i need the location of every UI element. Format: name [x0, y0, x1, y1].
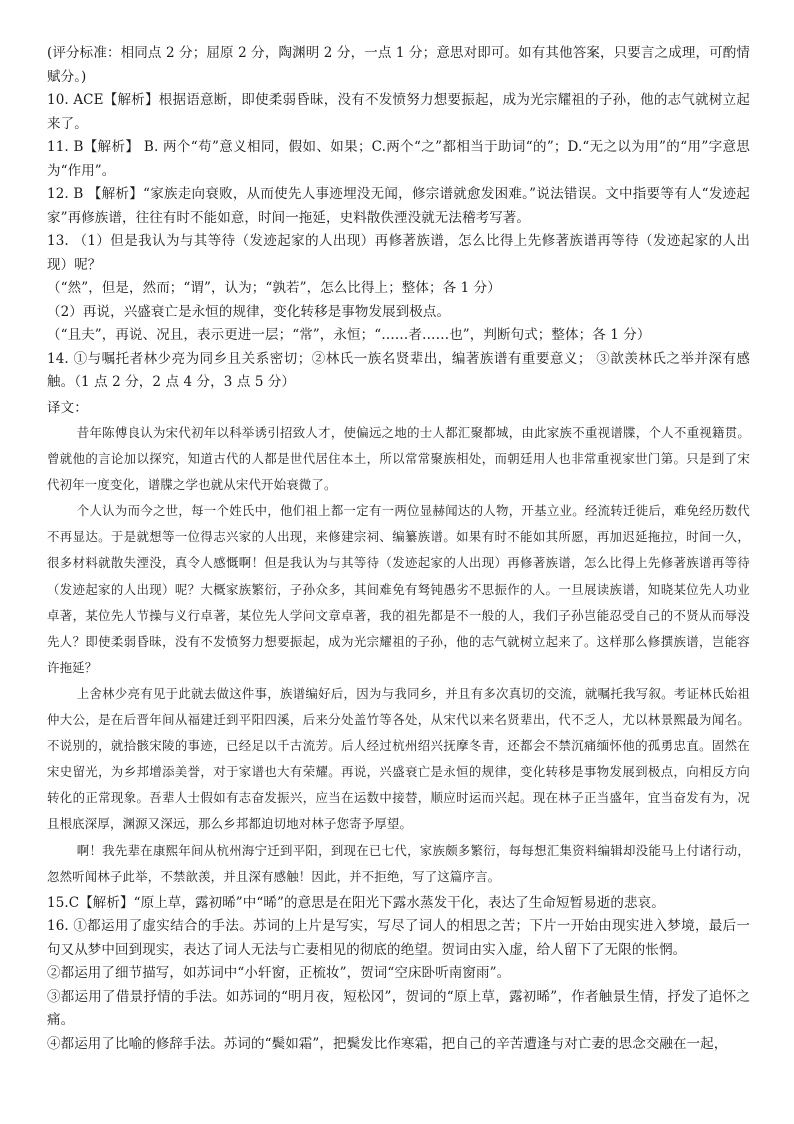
translation-paragraph-1: 昔年陈傅良认为宋代初年以科举诱引招致人才，使偏远之地的士人都汇聚都城，由此家族不重视谱牒，个人不重视籍贯。曾就他的言论加以探究，知道古代的人都是世代居住本土，所以常常聚族相处，而朝廷用人也非常重视家世门第。只是到了宋代初年一度变化，谱牒之学也就从宋代开始衰微了。	[47, 425, 750, 493]
answer-12: 12. B 【解析】“家族走向衰败，从而使先人事迹埋没无闻，修宗谱就愈发困难。”说法错误。文中指要等有人“发迹起家”再修族谱，往往有时不能如意，时间一拖延，史料散佚湮没就无法稽考写著。	[47, 186, 750, 226]
answer-13-part-2: （2）再说，兴盛衰亡是永恒的规律，变化转移是事物发展到极点。	[47, 303, 451, 320]
answer-14: 14. ①与嘱托者林少亮为同乡且关系密切；②林氏一族名贤辈出，编著族谱有重要意义； ③歆羡林氏之举并深有感触。（1 点 2 分，2 点 4 分，3 点 5 分）	[47, 350, 750, 390]
translation-paragraph-2: 个人认为而今之世，每一个姓氏中，他们祖上都一定有一两位显赫闻达的人物，开基立业。经流转迁徙后，难免经历数代不再显达。于是就想等一位得志兴家的人出现，来修建宗祠、编纂族谱。如果有时不能如其所愿，再加迟延拖拉，时间一久，很多材料就散失湮没，真令人感慨啊！但是我认为与其等待（发迹起家的人出现）再修著族谱，怎么比得上先修著族谱再等待（发迹起家的人出现）呢？大概家族繁衍，子孙众多，其间难免有驽钝愚劣不思振作的人。一旦展读族谱，知晓某位先人功业卓著，某位先人节操与义行卓著，某位先人学问文章卓著，我的祖先都是不一般的人，我们子孙岂能忍受自己的不贤从而辱没先人？即使柔弱昏昧，没有不发愤努力想要振起，成为光宗耀祖的子孙，他的志气就树立起来了。这样那么修撰族谱，岂能容许拖延？	[47, 503, 750, 675]
scoring-criteria: (评分标准：相同点 2 分；屈原 2 分，陶渊明 2 分，一点 1 分；意思对即可。如有其他答案，只要言之成理，可酌情赋分。)	[47, 45, 750, 85]
answer-10: 10. ACE【解析】根据语意断，即使柔弱昏昧，没有不发愤努力想要振起，成为光宗耀祖的子孙，他的志气就树立起来了。	[47, 92, 750, 132]
translation-label: 译文：	[47, 399, 88, 416]
answer-13-part-1: 13. （1）但是我认为与其等待（发迹起家的人出现）再修著族谱，怎么比得上先修著族谱再等待（发迹起家的人出现）呢？	[47, 233, 750, 273]
answer-16-point-1: 16. ①都运用了虚实结合的手法。苏词的上片是写实，写尽了词人的相思之苦；下片一开始由现实进入梦境，最后一句又从梦中回到现实，表达了词人无法与亡妻相见的彻底的绝望。贺词由实入虚，给人留下了无限的怅惘。	[47, 918, 750, 958]
answer-16-point-3: ③都运用了借景抒情的手法。如苏词的“明月夜，短松冈”，贺词的“原上草，露初晞”，作者触景生情，抒发了追怀之痛。	[47, 988, 750, 1029]
answer-11: 11. B【解析】 B. 两个“苟”意义相同，假如、如果；C.两个“之”都相当于助词“的”；D.“无之以为用”的“用”字意思为“作用”。	[47, 139, 750, 179]
answer-16-point-4: ④都运用了比喻的修辞手法。苏词的“鬓如霜”，把鬓发比作寒霜，把自己的辛苦遭逢与对亡妻的思念交融在一起，	[47, 1035, 728, 1052]
answer-16-point-2: ②都运用了细节描写，如苏词中“小轩窗，正梳妆”，贺词“空床卧听南窗雨”。	[47, 965, 511, 982]
translation-paragraph-4: 啊！我先辈在康熙年间从杭州海宁迁到平阳，到现在已七代，家族颇多繁衍，每每想汇集资料编辑却没能马上付诸行动，忽然听闻林子此举，不禁歆羡，并且深有感触！因此，并不拒绝，写了这篇序言。	[47, 842, 750, 884]
answer-13-part-2-scoring: （“且夫”，再说、况且，表示更进一层；“常”，永恒；“……者……也”，判断句式；整体；各 1 分）	[47, 327, 651, 343]
answer-15: 15.C【解析】“原上草，露初晞”中“晞”的意思是在阳光下露水蒸发干化，表达了生命短暂易逝的悲哀。	[47, 894, 665, 911]
translation-paragraph-3: 上舍林少亮有见于此就去做这件事，族谱编好后，因为与我同乡，并且有多次真切的交流，就嘱托我写叙。考证林氏始祖仲大公，是在后晋年间从福建迁到平阳四溪，后来分处盖竹等各处，从宋代以来名贤辈出，代不乏人，尤以林景熙最为闻名。不说别的，就拾骸宋陵的事迹，已经足以千古流芳。后人经过杭州绍兴抚摩冬青，还都会不禁沉痛缅怀他的孤勇忠直。固然在宋史留光，为乡邦增添美誉，对于家谱也大有荣耀。再说，兴盛衰亡是永恒的规律，变化转移是事物发展到极点，向相反方向转化的正常现象。吾辈人士假如有志奋发振兴，应当在运数中接替，顺应时运而兴起。现在林子正当盛年，宜当奋发有为，况且根底深厚，渊源又深远，那么乡邦都迫切地对林子您寄予厚望。	[47, 685, 750, 832]
answer-13-part-1-scoring: （“然”，但是，然而；“谓”，认为；“孰若”，怎么比得上；整体；各 1 分）	[47, 280, 501, 296]
